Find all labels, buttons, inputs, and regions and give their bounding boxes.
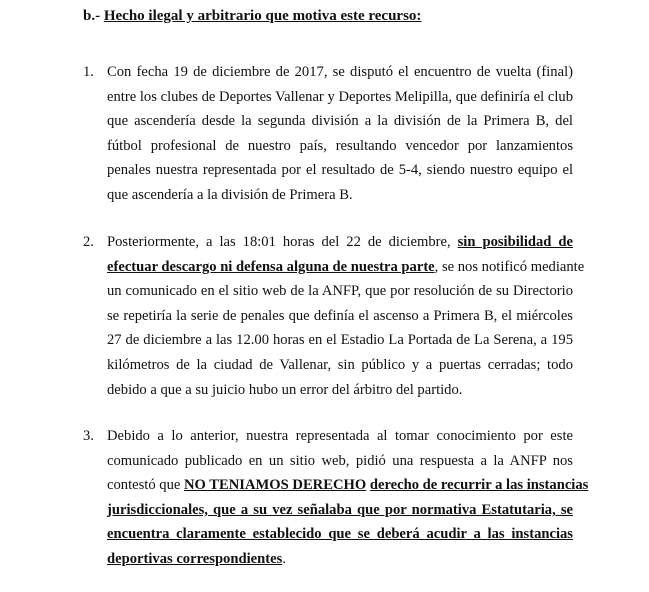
list-item-number: 3. <box>83 428 94 444</box>
emphasis-text: sin posibilidad de <box>457 234 573 250</box>
text-line <box>107 498 573 523</box>
list-item-text <box>107 424 589 572</box>
text-line <box>107 522 573 547</box>
text-line <box>107 230 573 255</box>
text-line: Con fecha 19 de diciembre de 2017, se disputó el encuentro de vuelta (final) <box>107 64 573 80</box>
text-line: 27 de diciembre a las 12.00 horas en el Estadio La Portada de La Serena, a 195 <box>107 332 573 349</box>
text-line: kilómetros de la ciudad de Vallenar, sin público y a puertas cerradas; todo <box>107 356 573 373</box>
text-run: contestó que <box>107 477 185 494</box>
section-heading <box>83 8 421 25</box>
list-item-number: 1. <box>83 64 94 80</box>
text-line: un comunicado en el sitio web de la ANFP, que por resolución de su Directorio <box>107 283 573 300</box>
emphasis-text: derecho de recurrir a las instancias <box>369 477 589 494</box>
text-line: debido a que a su juicio hubo un error del árbitro del partido. <box>107 381 463 398</box>
text-run: Posteriormente, a las 18:01 horas del 22 de diciembre, <box>107 234 458 250</box>
text-line <box>107 547 573 572</box>
emphasis-text: jurisdiccionales, que a su vez señalaba que por normativa Estatutaria, se <box>107 501 573 518</box>
list-item-text <box>107 230 585 402</box>
section-heading-title: Hecho ilegal y arbitrario que motiva este recurso: <box>103 8 422 24</box>
text-run: , se nos notificó mediante <box>434 258 585 275</box>
text-line: que ascendería a la división de Primera B. <box>107 186 353 203</box>
section-heading-prefix: b.- <box>83 8 104 24</box>
text-run: . <box>282 550 286 567</box>
text-line: que ascendería desde la segunda división a la división de la Primera B, del <box>107 113 573 130</box>
text-line: se repetiría la serie de penales que definía el ascenso a Primera B, el miércoles <box>107 307 573 324</box>
emphasis-text: encuentra claramente establecido que se deberá acudir a las instancias <box>107 526 573 543</box>
emphasis-text: deportivas correspondientes <box>107 550 283 567</box>
text-line: entre los clubes de Deportes Vallenar y Deportes Melipilla, que definiría el club <box>107 88 573 105</box>
list-item-number: 2. <box>83 234 94 250</box>
text-line: penales nuestra representada por el resultado de 5-4, siendo nuestro equipo el <box>107 162 573 179</box>
text-line <box>107 473 589 498</box>
text-line: comunicado publicado en un sitio web, pidió una respuesta a la ANFP nos <box>107 452 573 469</box>
text-line <box>107 255 585 280</box>
list-item-text <box>107 60 573 208</box>
text-line: Debido a lo anterior, nuestra representada al tomar conocimiento por este <box>107 428 573 444</box>
emphasis-text: efectuar descargo ni defensa alguna de nuestra parte <box>107 258 435 275</box>
text-line: fútbol profesional de nuestro país, resultando vencedor por lanzamientos <box>107 137 573 154</box>
emphasis-text: NO TENIAMOS DERECHO <box>184 477 367 494</box>
